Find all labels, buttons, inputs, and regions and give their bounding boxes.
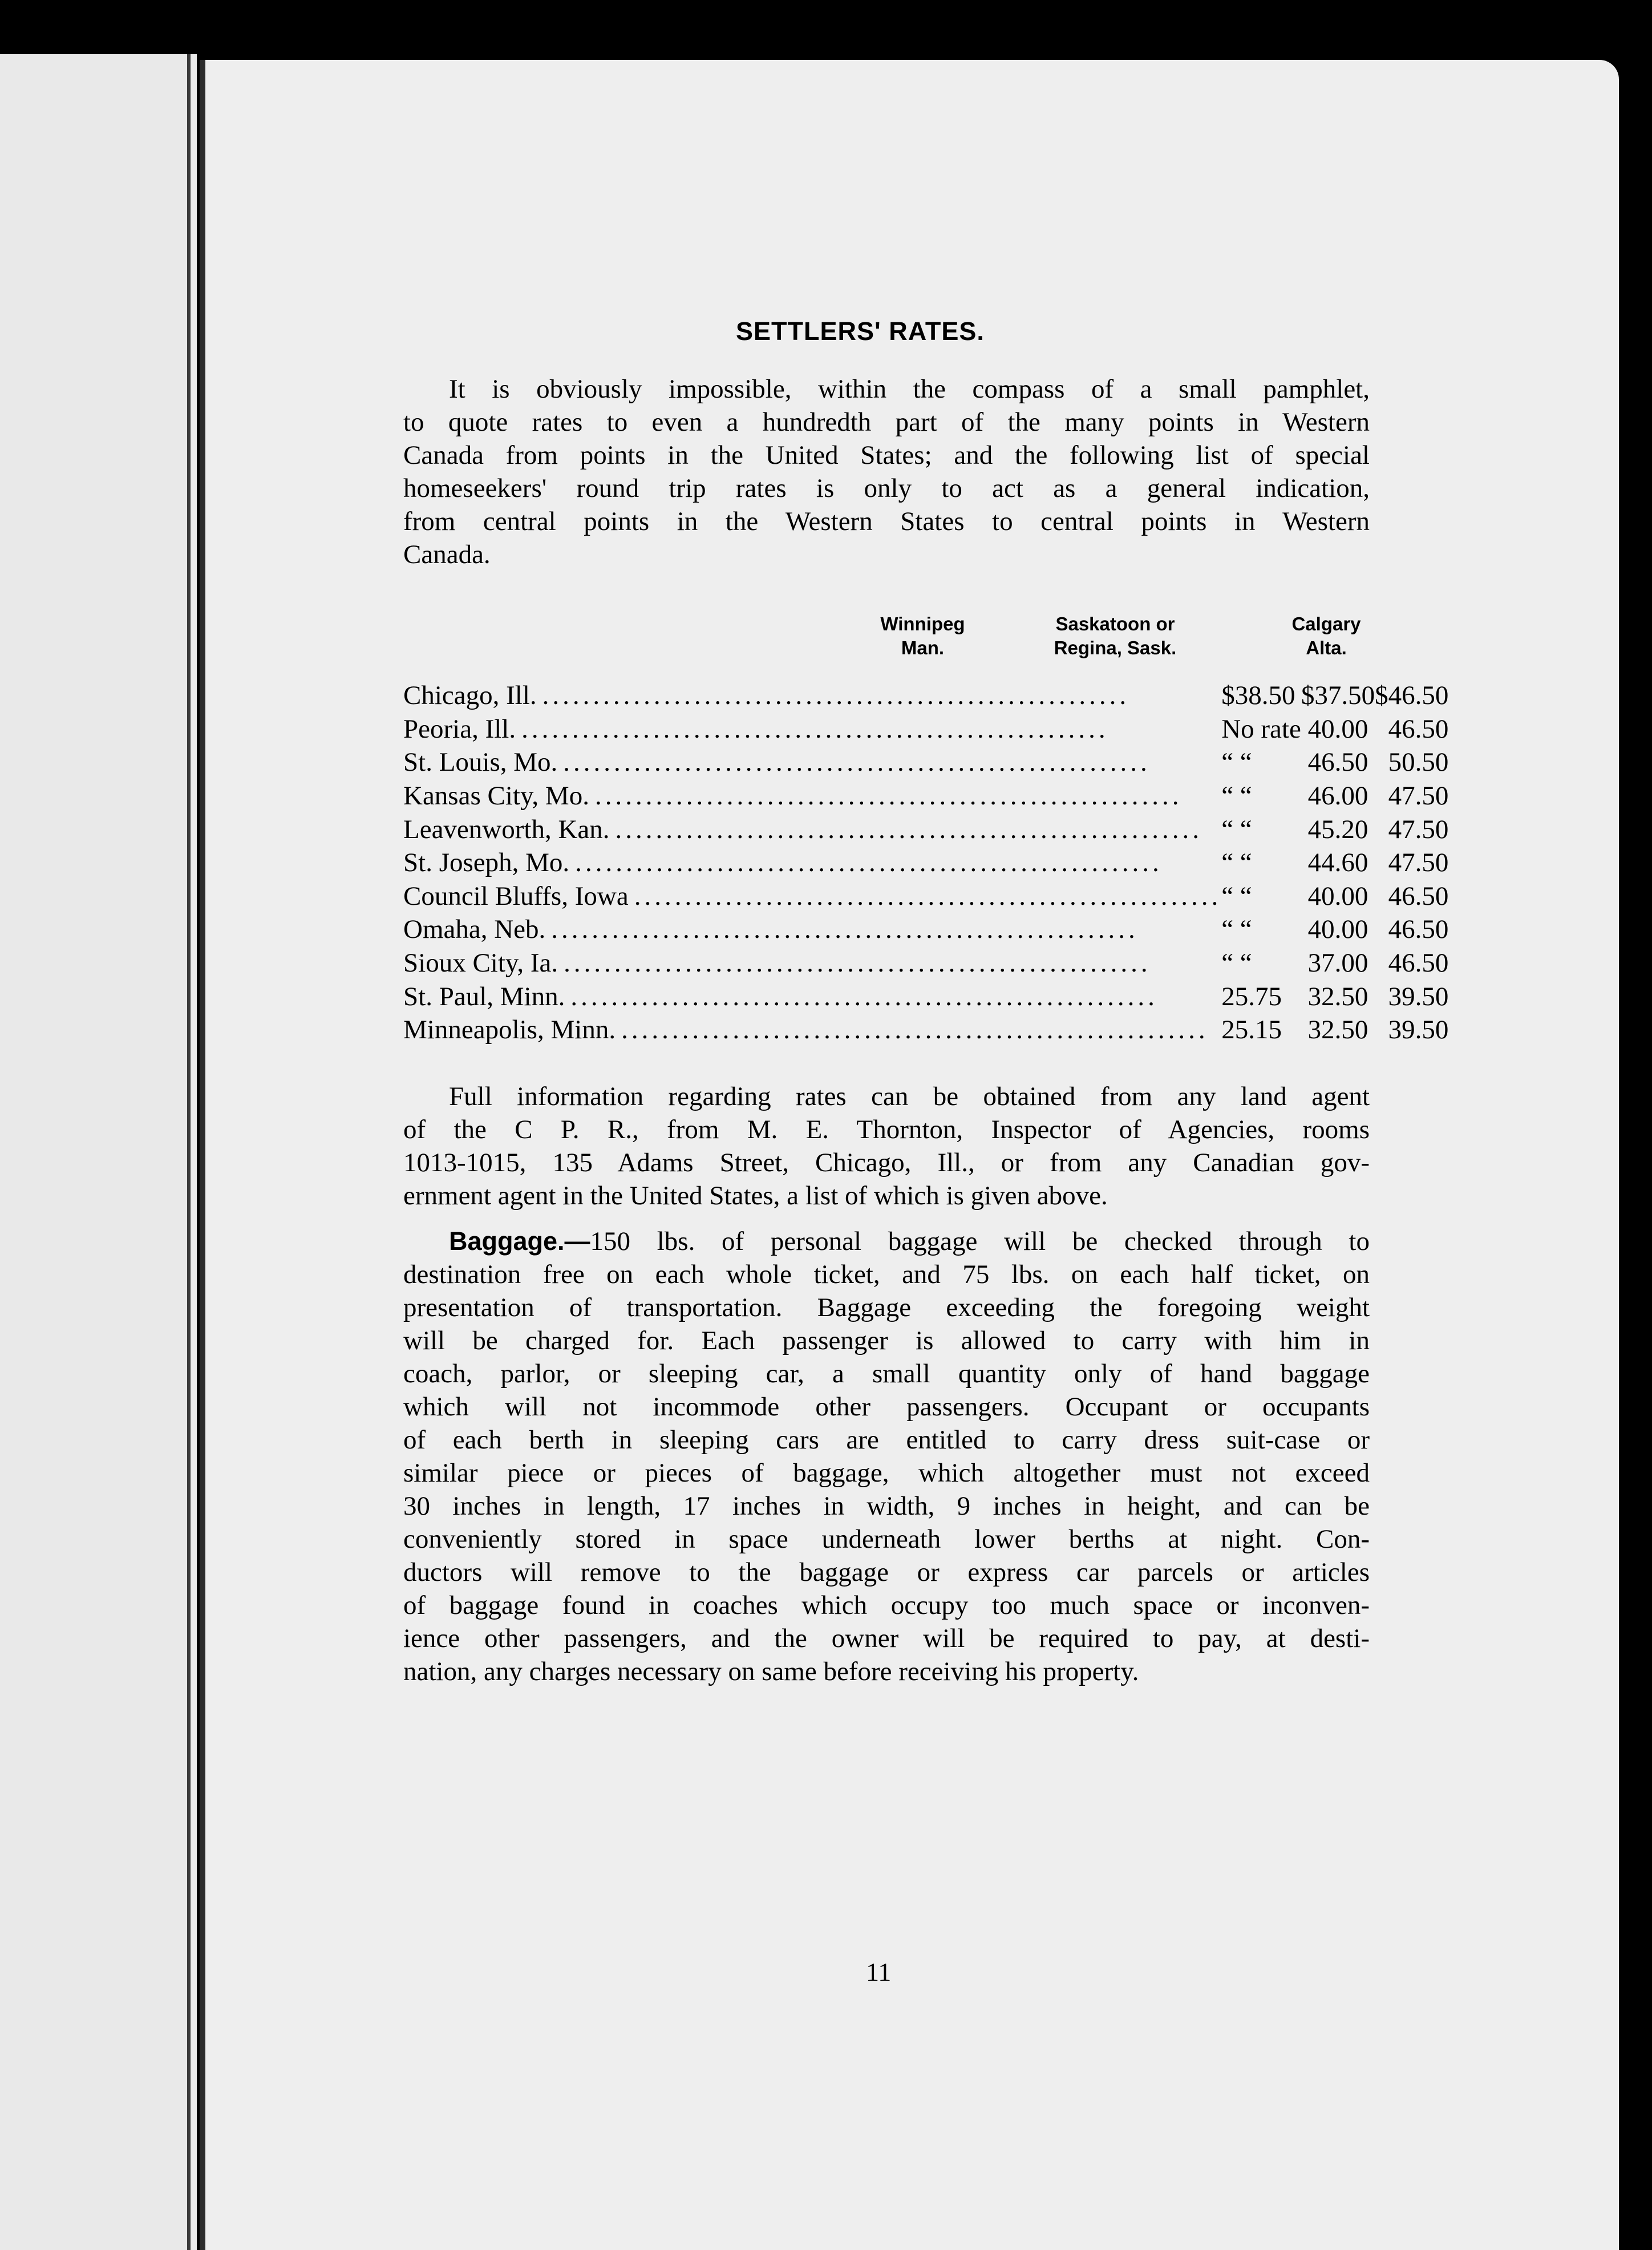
winnipeg-rate: 25.15: [1221, 1015, 1282, 1045]
info-line: of the C P. R., from M. E. Thornton, Inspector of Agencies, rooms: [403, 1115, 1370, 1144]
table-row: [403, 779, 1454, 813]
city-name: St. Louis, Mo.: [403, 747, 558, 778]
city-cell: [403, 812, 1221, 846]
baggage-line: similar piece or pieces of baggage, which altogether must not exceed: [403, 1458, 1370, 1488]
city-name: Omaha, Neb.: [403, 914, 546, 945]
column-header-winnipeg: Winnipeg Man.: [880, 613, 965, 658]
baggage-heading: Baggage.—: [449, 1227, 590, 1256]
city-cell: [403, 946, 1221, 980]
table-row: [403, 713, 1454, 746]
city-cell: [403, 713, 1221, 746]
city-name: Minneapolis, Minn.: [403, 1015, 616, 1045]
calgary-rate: 46.50: [1388, 914, 1449, 945]
baggage-line: presentation of transportation. Baggage exceeding the foregoing weight: [403, 1293, 1370, 1322]
intro-line: from central points in the Western States to central points in Western: [403, 507, 1370, 536]
winnipeg-rate: “ “: [1221, 814, 1252, 844]
leader-dots: ..........................................................: [563, 747, 1151, 778]
saskatoon-rate: $37.50: [1301, 681, 1375, 711]
city-cell: [403, 779, 1221, 813]
leader-dots: ..........................................................: [615, 814, 1202, 844]
table-row: [403, 1013, 1454, 1047]
city-cell: [403, 746, 1221, 779]
winnipeg-rate: “ “: [1221, 881, 1252, 911]
info-line: 1013-1015, 135 Adams Street, Chicago, Ill., or from any Canadian gov-: [403, 1148, 1370, 1177]
baggage-line: ductors will remove to the baggage or express car parcels or articles: [403, 1557, 1370, 1587]
saskatoon-rate: 32.50: [1307, 981, 1368, 1011]
city-name: St. Paul, Minn.: [403, 981, 565, 1011]
winnipeg-rate: “ “: [1221, 914, 1252, 945]
intro-line: homeseekers' round trip rates is only to act as a general indication,: [403, 474, 1370, 503]
city-name: Leavenworth, Kan.: [403, 814, 610, 844]
calgary-rate: 47.50: [1388, 848, 1449, 878]
winnipeg-rate: “ “: [1221, 948, 1252, 978]
saskatoon-rate: 40.00: [1307, 881, 1368, 911]
calgary-rate: 39.50: [1388, 981, 1449, 1011]
table-row: [403, 913, 1454, 946]
page-number: 11: [866, 1957, 892, 1986]
leader-dots: ..........................................................: [521, 714, 1109, 744]
saskatoon-rate: 46.00: [1307, 781, 1368, 811]
column-header-saskatoon: Saskatoon or Regina, Sask.: [1054, 613, 1177, 658]
calgary-rate: 47.50: [1388, 781, 1449, 811]
left-page-margin: [0, 54, 197, 2250]
saskatoon-rate: 46.50: [1307, 747, 1368, 778]
city-cell: [403, 880, 1221, 913]
city-name: Sioux City, Ia.: [403, 948, 558, 978]
info-line: Full information regarding rates can be obtained from any land agent: [449, 1082, 1370, 1111]
intro-line: Canada.: [403, 540, 491, 569]
table-row: [403, 679, 1454, 713]
winnipeg-rate: No rate: [1221, 714, 1301, 744]
leader-dots: ..........................................................: [621, 1015, 1209, 1045]
winnipeg-rate: “ “: [1221, 781, 1252, 811]
table-row: [403, 812, 1454, 846]
baggage-line: Baggage.—150 lbs. of personal baggage will be checked through to: [449, 1227, 1370, 1256]
city-name: Chicago, Ill.: [403, 681, 537, 711]
leader-dots: ..........................................................: [594, 781, 1183, 811]
city-cell: [403, 679, 1221, 713]
table-row: [403, 746, 1454, 779]
winnipeg-rate: $38.50: [1221, 681, 1295, 711]
saskatoon-rate: 37.00: [1307, 948, 1368, 978]
baggage-line: will be charged for. Each passenger is allowed to carry with him in: [403, 1326, 1370, 1355]
info-paragraph: [403, 1080, 1370, 1212]
winnipeg-rate: 25.75: [1221, 981, 1282, 1011]
leader-dots: ..........................................................: [575, 848, 1163, 878]
city-name: St. Joseph, Mo.: [403, 848, 570, 878]
city-name: Peoria, Ill.: [403, 714, 516, 744]
rates-table: [403, 679, 1454, 1047]
leader-dots: ..........................................................: [564, 948, 1151, 978]
calgary-rate: 46.50: [1388, 948, 1449, 978]
intro-line: to quote rates to even a hundredth part of the many points in Western: [403, 407, 1370, 437]
saskatoon-rate: 32.50: [1307, 1015, 1368, 1045]
city-cell: [403, 913, 1221, 946]
table-row: [403, 880, 1454, 913]
saskatoon-rate: 40.00: [1307, 914, 1368, 945]
city-cell: [403, 1013, 1221, 1047]
table-row: [403, 946, 1454, 980]
page-title: SETTLERS' RATES.: [736, 317, 985, 346]
page-binding-edge: [200, 60, 205, 2250]
calgary-rate: 50.50: [1388, 747, 1449, 778]
city-name: Kansas City, Mo.: [403, 781, 589, 811]
city-cell: [403, 980, 1221, 1013]
calgary-rate: 39.50: [1388, 1015, 1449, 1045]
info-line: ernment agent in the United States, a list of which is given above.: [403, 1181, 1108, 1211]
city-cell: [403, 846, 1221, 880]
baggage-line: which will not incommode other passengers. Occupant or occupants: [403, 1392, 1370, 1422]
city-name: Council Bluffs, Iowa: [403, 881, 629, 911]
table-row: [403, 980, 1454, 1013]
baggage-paragraph: [403, 1225, 1370, 1688]
leader-dots: ..........................................................: [570, 981, 1158, 1011]
saskatoon-rate: 44.60: [1307, 848, 1368, 878]
saskatoon-rate: 40.00: [1307, 714, 1368, 744]
saskatoon-rate: 45.20: [1307, 814, 1368, 844]
leader-dots: ..........................................................: [634, 881, 1222, 911]
leader-dots: ..........................................................: [542, 681, 1130, 711]
baggage-line: coach, parlor, or sleeping car, a small quantity only of hand baggage: [403, 1359, 1370, 1389]
winnipeg-rate: “ “: [1221, 747, 1252, 778]
baggage-line: conveniently stored in space underneath lower berths at night. Con-: [403, 1524, 1370, 1554]
baggage-line: destination free on each whole ticket, and 75 lbs. on each half ticket, on: [403, 1260, 1370, 1289]
calgary-rate: $46.50: [1375, 681, 1449, 711]
baggage-line: ience other passengers, and the owner will be required to pay, at desti-: [403, 1624, 1370, 1653]
baggage-line: 30 inches in length, 17 inches in width, 9 inches in height, and can be: [403, 1491, 1370, 1521]
winnipeg-rate: “ “: [1221, 848, 1252, 878]
baggage-line: of baggage found in coaches which occupy too much space or inconven-: [403, 1591, 1370, 1620]
intro-line: It is obviously impossible, within the compass of a small pamphlet,: [449, 374, 1370, 404]
calgary-rate: 47.50: [1388, 814, 1449, 844]
leader-dots: ..........................................................: [551, 914, 1139, 945]
calgary-rate: 46.50: [1388, 881, 1449, 911]
baggage-line: of each berth in sleeping cars are entitled to carry dress suit-case or: [403, 1425, 1370, 1455]
column-header-calgary: Calgary Alta.: [1291, 613, 1361, 658]
calgary-rate: 46.50: [1388, 714, 1449, 744]
intro-line: Canada from points in the United States; and the following list of special: [403, 440, 1370, 470]
intro-paragraph: [403, 373, 1370, 571]
left-page-gutter: [187, 54, 191, 2250]
table-row: [403, 846, 1454, 880]
baggage-line: nation, any charges necessary on same before receiving his property.: [403, 1657, 1139, 1686]
